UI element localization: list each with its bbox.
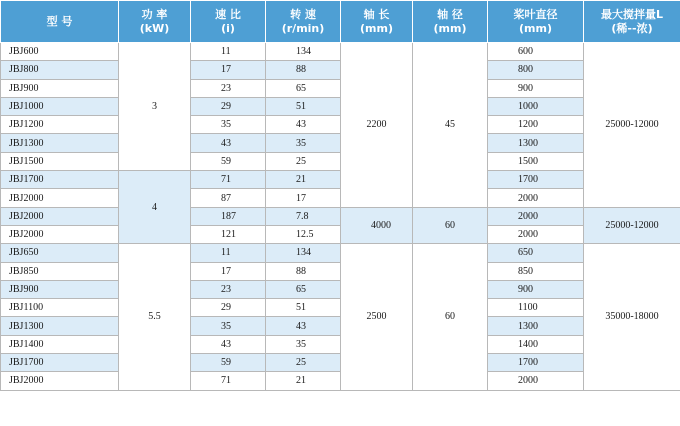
cell-model: JBJ1400 — [1, 335, 119, 353]
table-row — [1, 134, 680, 152]
cell-shaft-diameter: 45 — [413, 43, 488, 208]
col-header-shaft-diameter: 轴 径 (mm) — [413, 1, 488, 43]
table-row — [1, 79, 680, 97]
cell-blade-diameter: 650 — [488, 244, 584, 262]
table-row — [1, 97, 680, 115]
cell-model: JBJ1200 — [1, 116, 119, 134]
cell-ratio: 35 — [191, 317, 266, 335]
cell-blade-diameter: 1400 — [488, 335, 584, 353]
col-header-blade-diameter: 桨叶直径 (mm) — [488, 1, 584, 43]
cell-speed: 65 — [266, 280, 341, 298]
table-row — [1, 171, 680, 189]
cell-model: JBJ1500 — [1, 152, 119, 170]
cell-blade-diameter: 2000 — [488, 207, 584, 225]
col-header-max-capacity: 最大搅拌量L (稀--浓) — [584, 1, 680, 43]
cell-model: JBJ650 — [1, 244, 119, 262]
cell-shaft-diameter: 60 — [413, 244, 488, 390]
cell-max-capacity: 35000-18000 — [584, 244, 680, 390]
cell-model: JBJ900 — [1, 79, 119, 97]
table-row — [1, 43, 680, 61]
cell-blade-diameter: 900 — [488, 280, 584, 298]
cell-ratio: 59 — [191, 354, 266, 372]
cell-speed: 17 — [266, 189, 341, 207]
table-row — [1, 262, 680, 280]
cell-speed: 65 — [266, 79, 341, 97]
table-row — [1, 61, 680, 79]
cell-blade-diameter: 2000 — [488, 189, 584, 207]
col-header-ratio: 速 比 (i) — [191, 1, 266, 43]
table-row — [1, 152, 680, 170]
cell-ratio: 11 — [191, 43, 266, 61]
header-row — [1, 1, 680, 43]
cell-speed: 88 — [266, 61, 341, 79]
table-row — [1, 244, 680, 262]
cell-shaft-diameter: 60 — [413, 207, 488, 244]
table-row — [1, 335, 680, 353]
cell-speed: 51 — [266, 97, 341, 115]
cell-power: 3 — [119, 43, 191, 171]
cell-shaft-length: 2500 — [341, 244, 413, 390]
cell-ratio: 59 — [191, 152, 266, 170]
cell-blade-diameter: 1000 — [488, 97, 584, 115]
cell-model: JBJ2000 — [1, 225, 119, 243]
cell-power: 4 — [119, 171, 191, 244]
cell-blade-diameter: 1100 — [488, 299, 584, 317]
cell-ratio: 17 — [191, 262, 266, 280]
cell-speed: 88 — [266, 262, 341, 280]
cell-ratio: 17 — [191, 61, 266, 79]
cell-shaft-length: 4000 — [341, 207, 413, 244]
cell-blade-diameter: 850 — [488, 262, 584, 280]
cell-model: JBJ1700 — [1, 354, 119, 372]
cell-ratio: 23 — [191, 79, 266, 97]
cell-speed: 51 — [266, 299, 341, 317]
cell-blade-diameter: 2000 — [488, 372, 584, 390]
cell-shaft-length: 2200 — [341, 43, 413, 208]
cell-ratio: 43 — [191, 134, 266, 152]
cell-ratio: 187 — [191, 207, 266, 225]
cell-blade-diameter: 1500 — [488, 152, 584, 170]
col-header-model: 型 号 — [1, 1, 119, 43]
table-row — [1, 372, 680, 390]
cell-speed: 25 — [266, 152, 341, 170]
cell-model: JBJ2000 — [1, 189, 119, 207]
cell-ratio: 23 — [191, 280, 266, 298]
cell-speed: 35 — [266, 335, 341, 353]
table-row — [1, 354, 680, 372]
cell-blade-diameter: 600 — [488, 43, 584, 61]
cell-ratio: 11 — [191, 244, 266, 262]
cell-speed: 43 — [266, 116, 341, 134]
cell-ratio: 29 — [191, 299, 266, 317]
cell-model: JBJ1300 — [1, 317, 119, 335]
cell-blade-diameter: 2000 — [488, 225, 584, 243]
cell-max-capacity: 25000-12000 — [584, 207, 680, 244]
cell-blade-diameter: 1300 — [488, 317, 584, 335]
table-row — [1, 207, 680, 225]
cell-power: 5.5 — [119, 244, 191, 390]
table-row — [1, 225, 680, 243]
cell-model: JBJ1000 — [1, 97, 119, 115]
cell-speed: 35 — [266, 134, 341, 152]
cell-model: JBJ900 — [1, 280, 119, 298]
table-row — [1, 189, 680, 207]
table-row — [1, 299, 680, 317]
cell-speed: 25 — [266, 354, 341, 372]
cell-model: JBJ1700 — [1, 171, 119, 189]
cell-model: JBJ800 — [1, 61, 119, 79]
table-row — [1, 280, 680, 298]
cell-model: JBJ1300 — [1, 134, 119, 152]
cell-ratio: 29 — [191, 97, 266, 115]
table-row — [1, 317, 680, 335]
cell-ratio: 121 — [191, 225, 266, 243]
cell-blade-diameter: 1700 — [488, 171, 584, 189]
cell-speed: 134 — [266, 244, 341, 262]
cell-max-capacity: 25000-12000 — [584, 43, 680, 208]
cell-ratio: 71 — [191, 171, 266, 189]
cell-speed: 21 — [266, 372, 341, 390]
cell-ratio: 71 — [191, 372, 266, 390]
cell-speed: 43 — [266, 317, 341, 335]
cell-ratio: 43 — [191, 335, 266, 353]
cell-ratio: 87 — [191, 189, 266, 207]
cell-speed: 7.8 — [266, 207, 341, 225]
cell-blade-diameter: 900 — [488, 79, 584, 97]
cell-speed: 134 — [266, 43, 341, 61]
col-header-shaft-length: 轴 长 (mm) — [341, 1, 413, 43]
cell-model: JBJ1100 — [1, 299, 119, 317]
cell-model: JBJ850 — [1, 262, 119, 280]
cell-blade-diameter: 1200 — [488, 116, 584, 134]
cell-blade-diameter: 800 — [488, 61, 584, 79]
cell-model: JBJ2000 — [1, 207, 119, 225]
col-header-speed: 转 速 (r/min) — [266, 1, 341, 43]
cell-ratio: 35 — [191, 116, 266, 134]
cell-model: JBJ600 — [1, 43, 119, 61]
cell-speed: 12.5 — [266, 225, 341, 243]
cell-blade-diameter: 1700 — [488, 354, 584, 372]
col-header-power: 功 率 (kW) — [119, 1, 191, 43]
cell-blade-diameter: 1300 — [488, 134, 584, 152]
cell-model: JBJ2000 — [1, 372, 119, 390]
cell-speed: 21 — [266, 171, 341, 189]
table-row — [1, 116, 680, 134]
